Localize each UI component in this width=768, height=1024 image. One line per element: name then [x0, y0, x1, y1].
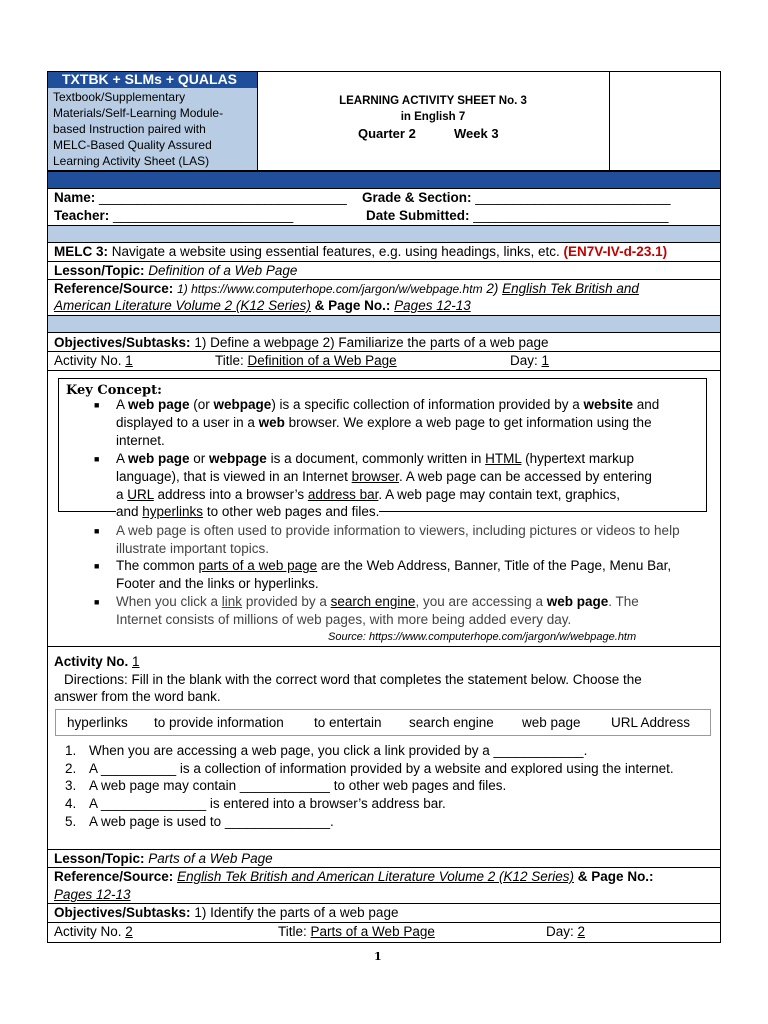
quarter-label: Quarter 2 — [358, 126, 416, 141]
lesson2-pages: Pages 12-13 — [54, 887, 131, 902]
melc-label: MELC 3: — [54, 244, 108, 259]
teacher-row — [54, 207, 293, 224]
word-bank-item: hyperlinks — [67, 715, 128, 730]
activity-day-row — [510, 352, 549, 369]
section-band-dark — [48, 172, 720, 188]
kc-bullet-2-line3: a URL address into a browser’s address bar. A web page may contain text, graphics, — [116, 487, 621, 502]
question-item: A ______________ is entered into a browser’s address bar. — [89, 796, 446, 811]
activity-no: 1 — [125, 353, 133, 368]
question-item: A __________ is a collection of information provided by a website and explored using the internet. — [89, 761, 674, 776]
word-bank-item: web page — [522, 715, 581, 730]
kc-bullet-2-line4: and hyperlinks to other web pages and files. — [116, 504, 380, 519]
question-item: When you are accessing a web page, you click a link provided by a ____________. — [89, 743, 588, 758]
bullet-icon: ■ — [94, 400, 100, 410]
lesson-topic-label: Lesson/Topic: — [54, 263, 145, 278]
activity-no-label: Activity No. — [54, 353, 122, 368]
bullet-icon: ■ — [94, 526, 100, 536]
bullet-icon: ■ — [94, 597, 100, 607]
activity-title: Definition of a Web Page — [247, 353, 397, 368]
brand-desc-line: based Instruction paired with — [53, 122, 206, 136]
lesson2-activity-no: Activity No. 2 — [54, 924, 133, 939]
lesson2-objectives-row: Objectives/Subtasks: 1) Identify the parts of a web page — [54, 905, 399, 920]
teacher-label: Teacher: — [54, 208, 110, 223]
objectives-row — [54, 334, 549, 351]
header-divider-2 — [609, 71, 610, 171]
question-number: 4. — [65, 796, 77, 811]
melc-code: (EN7V-IV-d-23.1) — [563, 244, 668, 259]
reference-row-2 — [54, 297, 471, 314]
kc-bullet-5-line2: Internet consists of millions of web pages, with more being added every day. — [116, 612, 572, 627]
word-bank-item: to provide information — [154, 715, 284, 730]
section-band-light — [48, 226, 720, 242]
activity-day-label: Day: — [510, 353, 538, 368]
brand-title: TXTBK + SLMs + QUALAS — [62, 71, 238, 87]
reference-row — [54, 280, 639, 298]
teacher-field[interactable]: ________________________ — [113, 208, 294, 223]
date-row — [366, 207, 669, 224]
objectives-text: 1) Define a webpage 2) Familiarize the parts of a web page — [194, 335, 549, 350]
brand-desc-line: Materials/Self-Learning Module- — [53, 106, 224, 120]
sheet-subtitle: in English 7 — [400, 111, 466, 123]
page-no: Pages 12-13 — [394, 298, 471, 313]
week-label: Week 3 — [454, 126, 499, 141]
activity1-directions: Directions: Fill in the blank with the correct word that completes the statement below. Choose the — [64, 672, 642, 687]
kc-bullet-1-line2: displayed to a user in a web browser. We explore a web page to get information using the — [116, 415, 652, 430]
page-no-label: & Page No.: — [314, 298, 391, 313]
activity-title-row — [215, 352, 397, 369]
kc-bullet-1: A web page (or webpage) is a specific collection of information provided by a website and — [116, 397, 660, 412]
kc-bullet-1-line3: internet. — [116, 433, 165, 448]
kc-bullet-5: When you click a link provided by a search engine, you are accessing a web page. The — [116, 594, 639, 609]
question-item: A web page is used to ______________. — [89, 814, 334, 829]
word-bank-item: to entertain — [314, 715, 382, 730]
question-item: A web page may contain ____________ to other web pages and files. — [89, 778, 507, 793]
lesson2-topic-row: Lesson/Topic: Parts of a Web Page — [54, 851, 273, 866]
bullet-icon: ■ — [94, 454, 100, 464]
objectives-label: Objectives/Subtasks: — [54, 335, 191, 350]
date-field[interactable]: __________________________ — [473, 208, 669, 223]
kc-bullet-4-line2: Footer and the links or hyperlinks. — [116, 576, 319, 591]
question-number: 5. — [65, 814, 77, 829]
grade-label: Grade & Section: — [362, 190, 472, 205]
lesson2-reference-row: Reference/Source: English Tek British and American Literature Volume 2 (K12 Series) & Page No.: — [54, 869, 654, 884]
date-label: Date Submitted: — [366, 208, 470, 223]
activity-no-row — [54, 352, 133, 369]
question-number: 2. — [65, 761, 77, 776]
row-line — [47, 646, 721, 647]
activity1-directions-2: answer from the word bank. — [54, 689, 221, 704]
kc-bullet-3-line2: illustrate important topics. — [116, 541, 270, 556]
reference-book-cont: American Literature Volume 2 (K12 Series) — [54, 298, 311, 313]
lesson-topic-row — [54, 262, 297, 279]
reference-label: Reference/Source: — [54, 281, 174, 296]
kc-bullet-4: The common parts of a web page are the Web Address, Banner, Title of the Page, Menu Bar, — [116, 558, 672, 573]
lesson2-activity-day: Day: 2 — [546, 924, 586, 939]
bullet-icon: ■ — [94, 561, 100, 571]
activity-day: 1 — [541, 353, 550, 368]
page-number: 1 — [374, 950, 382, 963]
sheet-title: LEARNING ACTIVITY SHEET No. 3 — [339, 95, 527, 107]
section-band-light — [48, 316, 720, 332]
kc-bullet-2: A web page or webpage is a document, commonly written in HTML (hypertext markup — [116, 451, 634, 466]
name-row — [54, 189, 347, 206]
reference-book: English Tek British and — [502, 281, 639, 296]
kc-source: Source: https://www.computerhope.com/jargon/w/webpage.htm — [328, 631, 637, 643]
activity-title-label: Title: — [215, 353, 244, 368]
kc-bullet-3: A web page is often used to provide information to viewers, including pictures or videos to help — [116, 523, 680, 538]
brand-desc-line: MELC-Based Quality Assured — [53, 138, 212, 152]
word-bank-item: URL Address — [611, 715, 691, 730]
name-field[interactable]: _________________________________ — [99, 190, 347, 205]
melc-text: Navigate a website using essential features, e.g. using headings, links, etc. — [111, 244, 560, 259]
activity1-heading: Activity No. 1 — [54, 654, 140, 669]
word-bank-item: search engine — [409, 715, 494, 730]
grade-row — [362, 189, 671, 206]
reference-link[interactable]: 1) https://www.computerhope.com/jargon/w/webpage.htm — [177, 282, 483, 296]
brand-desc-line: Textbook/Supplementary — [53, 90, 186, 104]
name-label: Name: — [54, 190, 96, 205]
key-concept-heading: Key Concept: — [66, 383, 162, 398]
kc-bullet-2-line2: language), that is viewed in an Internet browser. A web page can be accessed by entering — [116, 469, 652, 484]
lesson-topic: Definition of a Web Page — [148, 263, 298, 278]
row-line — [47, 370, 721, 371]
question-number: 1. — [65, 743, 77, 758]
question-number: 3. — [65, 778, 77, 793]
row-line — [47, 332, 721, 333]
melc-row — [54, 243, 667, 260]
lesson2-activity-title: Title: Parts of a Web Page — [278, 924, 435, 939]
reference-number: 2) — [486, 281, 499, 296]
brand-desc-line: Learning Activity Sheet (LAS) — [53, 154, 210, 168]
grade-field[interactable]: __________________________ — [475, 190, 671, 205]
